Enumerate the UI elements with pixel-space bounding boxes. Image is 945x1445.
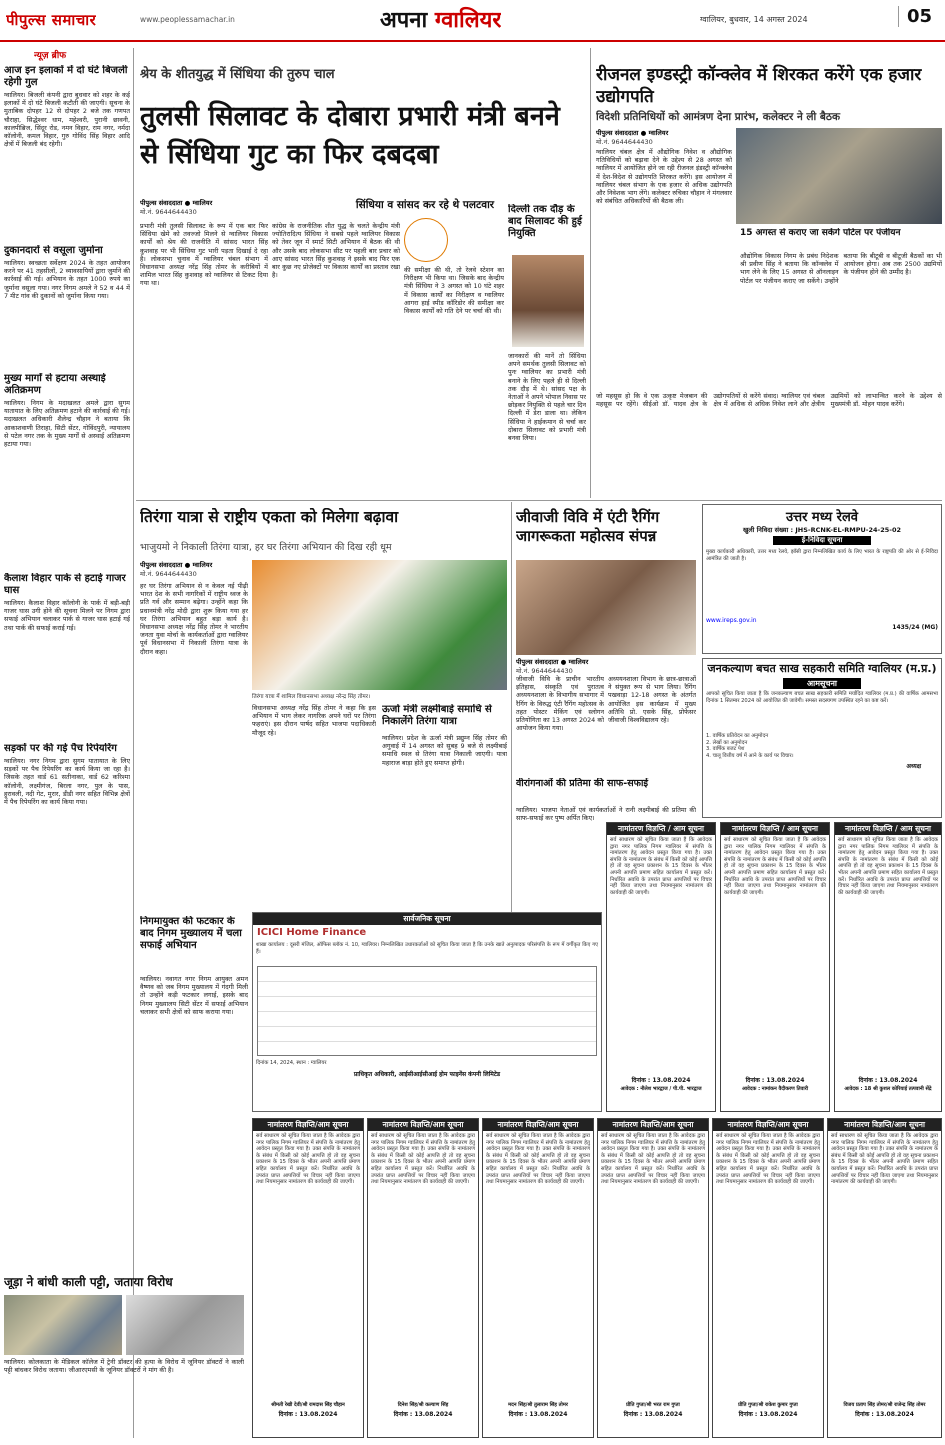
railway-title: उत्तर मध्य रेलवे	[785, 510, 859, 525]
urja-body: ग्वालियर। प्रदेश के ऊर्जा मंत्री प्रद्युम्न सिंह तोमर की अगुवाई में 14 अगस्त को सुबह 9 बजे से लक्ष्मीबाई समाधि स्थल से तिरंगा यात्रा निकाली जाएगी। यात्रा महाराज बाड़ा होते हुए समाप्त होगी।	[382, 734, 507, 767]
jiwaji-body: जीवाजी विवि के प्राचीन भारतीय इतिहास, संस्कृति एवं पुरातत्व अध्ययनशाला के विभागीय सभागार में रैगिंग के विरुद्ध एंटी रैगिंग महोत्सव के तहत पोस्टर मेकिंग एवं स्लोगन प्रतियोगिता का 13 अगस्त 2024 को आयोजन किया गया।	[516, 675, 604, 733]
notice-body: सर्व साधारण को सूचित किया जाता है कि आवेदक द्वारा नगर पालिक निगम ग्वालियर में संपत्ति के नामांतरण हेतु आवेदन प्रस्तुत किया गया है। उक्त संपत्ति के नामांतरण के संबंध में किसी को कोई आपत्ति हो तो वह सूचना प्रकाशन के 15 दिवस के भीतर अपनी आपत्ति प्रमाण सहित कार्यालय में प्रस्तुत करें। निर्धारित अवधि के उपरांत प्राप्त आपत्तियों पर विचार नहीं किया जाएगा तथा नियमानुसार नामांतरण की कार्यवाही की जाएगी।	[371, 1133, 475, 1186]
notice-sign: आवेदक : नामांकन वैदीकरण तिवारी	[741, 1086, 809, 1092]
regional-body: ग्वालियर चंबल क्षेत्र में औद्योगिक निवेश व औद्योगिक गतिविधियों को बढ़ावा देने के उद्देश्य से 28 अगस्त को ग्वालियर में आयोजित होने जा रही रीजनल इंडस्ट्री कॉन्क्लेव में देश-विदेश से उद्योगपति शिरकत करेंगे। इस आयोजन में ग्वालियर चंबल संभाग के एक हजार से अधिक उद्योगपति और निवेशक भाग लेंगे। कलेक्टर रुचिका चौहान ने मंगलवार को संबंधित अधिकारियों की बैठक ली।	[596, 148, 732, 206]
notice-sign: प्रीति गुप्ता/श्री राकेश कुमार गुप्ता	[738, 1402, 798, 1408]
jiwaji-byline	[516, 657, 696, 675]
tiranga-caption: तिरंगा यात्रा में शामिल विधानसभा अध्यक्ष नरेन्द्र सिंह तोमर।	[252, 694, 371, 700]
notice-sign: प्रीति गुप्ता/श्री भरत राम गुप्ता	[626, 1402, 680, 1408]
section-title	[380, 4, 501, 34]
mutation-notice	[606, 822, 716, 1112]
regional-byline	[596, 128, 726, 146]
meeting-photo	[736, 128, 942, 224]
notice-sign: मदन सिंह/श्री तुलाराम सिंह तोमर	[508, 1402, 568, 1408]
notice-body: सर्व साधारण को सूचित किया जाता है कि आवेदक द्वारा नगर पालिक निगम ग्वालियर में संपत्ति के नामांतरण हेतु आवेदन प्रस्तुत किया गया है। उक्त संपत्ति के नामांतरण के संबंध में किसी को कोई आपत्ति हो तो वह सूचना प्रकाशन के 15 दिवस के भीतर अपनी आपत्ति प्रमाण सहित कार्यालय में प्रस्तुत करें। निर्धारित अवधि के उपरांत प्राप्त आपत्तियों पर विचार नहीं किया जाएगा तथा नियमानुसार नामांतरण की कार्यवाही की जाएगी।	[601, 1133, 705, 1186]
news-brief-column	[4, 48, 130, 1438]
brief-headline: सड़कों पर की गई पैच रिपेयरिंग	[4, 743, 117, 754]
notice-title: नामांतरण विज्ञप्ति / आम सूचना	[835, 823, 941, 835]
jiwaji-headline: जीवाजी विवि में एंटी रैगिंग जागरूकता महोत्सव संपन्न	[516, 508, 660, 545]
icici-company: ICICI Home Finance	[257, 927, 367, 938]
lead-body: प्रभारी मंत्री तुलसी सिलावट के रूप में एक बार फिर सिंधिया खेमे को तवज्जो मिलने से ग्वालियर विकास कार्यों को श्रेय की राजनीति में सांसद भारत सिंह कुशवाह पर भी सिंधिया गुट भारी पड़ता दिखाई दे रहा है। लोकसभा चुनाव में ग्वालियर चंबल संभाग में विधानसभा अध्यक्ष नरेंद्र सिंह तोमर के करीबियों में शामिल भारत सिंह कुशवाह को ग्वालियर से टिकट दिया गया था।	[140, 222, 268, 288]
sahkari-notice	[702, 658, 942, 818]
mobile: मो.नं. 9644644430	[596, 138, 653, 146]
notice-date: दिनांक : 13.08.2024	[508, 1411, 568, 1418]
tiranga-photo	[252, 560, 507, 690]
notice-title: नामांतरण विज्ञप्ति/आम सूचना	[483, 1119, 593, 1131]
icici-banner: सार्वजनिक सूचना	[253, 913, 601, 925]
protest-photo-2	[126, 1295, 244, 1355]
railway-ad	[702, 504, 942, 654]
agenda-item: 1. वार्षिक प्रतिवेदन का अनुमोदन	[706, 733, 769, 739]
notice-body: सर्व साधारण को सूचित किया जाता है कि आवेदक द्वारा नगर पालिक निगम ग्वालियर में संपत्ति के नामांतरण हेतु आवेदन प्रस्तुत किया गया है। उक्त संपत्ति के नामांतरण के संबंध में किसी को कोई आपत्ति हो तो वह सूचना प्रकाशन के 15 दिवस के भीतर अपनी आपत्ति प्रमाण सहित कार्यालय में प्रस्तुत करें। निर्धारित अवधि के उपरांत प्राप्त आपत्तियों पर विचार नहीं किया जाएगा तथा नियमानुसार नामांतरण की कार्यवाही की जाएगी।	[486, 1133, 590, 1186]
notice-body: सर्व साधारण को सूचित किया जाता है कि आवेदक द्वारा नगर पालिक निगम ग्वालियर में संपत्ति के नामांतरण हेतु आवेदन प्रस्तुत किया गया है। उक्त संपत्ति के नामांतरण के संबंध में किसी को कोई आपत्ति हो तो वह सूचना प्रकाशन के 15 दिवस के भीतर अपनी आपत्ति प्रमाण सहित कार्यालय में प्रस्तुत करें। निर्धारित अवधि के उपरांत प्राप्त आपत्तियों पर विचार नहीं किया जाएगा तथा नियमानुसार नामांतरण की कार्यवाही की जाएगी।	[716, 1133, 820, 1186]
lead-headline: तुलसी सिलावट के दोबारा प्रभारी मंत्री बनने से सिंधिया गुट का फिर दबदबा	[140, 101, 560, 170]
judaa-headline: जूड़ा ने बांधी काली पट्टी, जताया विरोध	[4, 1275, 173, 1289]
brief-body: ग्वालियर। बिजली कंपनी द्वारा बुधवार को शहर के कई इलाकों में दो घंटे बिजली कटौती की जाएगी। सूचना के मुताबिक दोपहर 12 से दोपहर 2 बजे तक गणपत चौराहा, सिद्धेश्वर धाम, महेश्वरी, पुरानी छावनी, कालपीब्रिज, सिंदूर रोड, नमन विहार, राम नगर, नर्मदा कॉलोनी, कमल विहार, गुरु गोविंद सिंह विहार आदि क्षेत्रों में बिजली बंद रहेगी।	[4, 91, 130, 149]
notice-date: दिनांक : 13.08.2024	[393, 1411, 453, 1418]
virangana-headline: वीरांगनाओं की प्रतिमा की साफ-सफाई	[516, 778, 649, 789]
icici-sign: प्राधिकृत अधिकारी, आईसीआईसीआई होम फाइनेंस कंपनी लिमिटेड	[353, 1070, 501, 1078]
notice-title: नामांतरण विज्ञप्ति/आम सूचना	[713, 1119, 823, 1131]
tiranga-headline: तिरंगा यात्रा से राष्ट्रीय एकता को मिलेगा बढ़ावा	[140, 508, 399, 526]
jiwaji-body-2: अध्ययनशाला विभाग के छात्र-छात्राओं ने संयुक्त रूप से भाग लिया। रैगिंग पखवाड़ा 12-18 अगस्त के अंतर्गत आयोजित इस कार्यक्रम में मुख्य अतिथि प्रो. एसके सिंह, प्रोफेसर जीवाजी विश्वविद्यालय रहे।	[608, 675, 696, 725]
notice-title: नामांतरण विज्ञप्ति/आम सूचना	[828, 1119, 941, 1131]
tiranga-byline	[140, 560, 250, 578]
notice-date: दिनांक : 13.08.2024	[738, 1411, 798, 1418]
section-city: ग्वालियर	[434, 8, 502, 33]
urja-headline: ऊर्जा मंत्री लक्ष्मीबाई समाधि से निकालेंगे तिरंगा यात्रा	[382, 704, 492, 727]
brief-body: ग्वालियर। स्वच्छता सर्वेक्षण 2024 के तहत आयोजन करने पर 41 तहसीलों, 2 व्यावसायियों द्वारा जुर्माने की कार्रवाई की गई। अभियान के तहत 1000 रुपये का जुर्माना वसूला गया। नगर निगम अमले ने 52 व 44 में 7 मीट गांव की दुकानों को जुर्माना किया गया।	[4, 259, 130, 300]
newspaper-logo: पीपुल्स समाचार	[6, 11, 97, 29]
mutation-notice	[252, 1118, 364, 1438]
icici-logo	[253, 925, 601, 940]
mutation-notice	[482, 1118, 594, 1438]
icici-body: शाखा कार्यालय : दूसरी मंजिल, ऑफिस ब्लॉक नं. 10, ग्वालियर। निम्नलिखित उधारकर्ताओं को सूचित किया जाता है कि उनके खाते अनुत्पादक परिसंपत्ति के रूप में वर्गीकृत किए गए हैं।	[256, 942, 598, 955]
byline: पीपुल्स संवाददाता ● ग्वालियर	[516, 658, 589, 666]
lead-kicker: श्रेय के शीतयुद्ध में सिंधिया की तुरुप चाल	[140, 67, 335, 82]
sidebar-body: जानकारों की मानें तो सिंधिया अपने समर्थक तुलसी सिलावट को पुनः ग्वालियर का प्रभारी मंत्री बनाने के लिए पहले ही से दिल्ली तक दौड़ में थे। सांसद पक्ष के नेताओं ने अपने भोपाल निवास पर छोड़कर नियुक्ति से पहले चार दिन दिल्ली में डेरा डाला था। लेकिन सिंधिया ने हाईकमान से चर्चा कर दोबारा सिलावट को प्रभारी मंत्री बनवा लिया।	[508, 352, 586, 443]
sidebar-headline: दिल्ली तक दौड़ के बाद सिलावट की हुई नियुक्ति	[508, 204, 582, 239]
minister-photo	[512, 255, 584, 347]
mutation-notice	[834, 822, 942, 1112]
sahkari-body: आपको सूचित किया जाता है कि जनकल्याण बचत साख सहकारी समिति मर्यादित ग्वालियर (म.प्र.) की वार्षिक आमसभा दिनांक 1 सितम्बर 2024 को आयोजित की जावेगी। समस्त सदस्यगण उपस्थित रहने का कष्ट करें।	[706, 691, 938, 704]
tiranga-body: हर घर तिरंगा अभियान से न केवल नई पीढ़ी भारत देश के सभी नागरिकों में राष्ट्रीय ध्वज के प्रति गर्व और सम्मान बढ़ेगा। उन्होंने कहा कि प्रधानमंत्री नरेंद्र मोदी द्वारा शुरू किया गया हर घर तिरंगा अभियान बहुत बड़ा कार्य है। विधानसभा अध्यक्ष नरेंद्र सिंह तोमर ने भारतीय जनता युवा मोर्चा के कार्यकर्ताओं द्वारा ग्वालियर पूर्व विधानसभा में निकाली तिरंगा यात्रा के दौरान कहा।	[140, 582, 248, 656]
notice-sign: विजय प्रताप सिंह तोमर/श्री राजेन्द्र सिंह तोमर	[843, 1402, 926, 1408]
lead-body: की समीक्षा की थी, तो रेलवे स्टेशन का निरीक्षण भी किया था। जिसके बाद केन्द्रीय मंत्री सिंधिया ने 3 अगस्त को 10 घंटे शहर में विकास कार्यों का निरीक्षण व ग्वालियर आगरा हाई स्पीड कॉरिडोर की समीक्षा कर विकास कार्यों को गति देने पर चर्चा की थी।	[404, 266, 504, 316]
e-tender-label: ई-निविदा सूचना	[773, 536, 871, 545]
sahkari-sign: अध्यक्ष	[906, 763, 921, 771]
railway-website[interactable]: www.ireps.gov.in	[706, 617, 757, 624]
brief-headline: दुकानदारों से वसूला जुर्माना	[4, 245, 103, 256]
agenda-item: 2. लेखों का अनुमोदन	[706, 739, 748, 746]
news-brief-label: न्यूज़ ब्रीफ	[34, 51, 67, 61]
notice-body: सर्व साधारण को सूचित किया जाता है कि आवेदक द्वारा नगर पालिक निगम ग्वालियर में संपत्ति के नामांतरण हेतु आवेदन प्रस्तुत किया गया है। उक्त संपत्ति के नामांतरण के संबंध में किसी को कोई आपत्ति हो तो वह सूचना प्रकाशन के 15 दिवस के भीतर अपनी आपत्ति प्रमाण सहित कार्यालय में प्रस्तुत करें। निर्धारित अवधि के उपरांत प्राप्त आपत्तियों पर विचार नहीं किया जाएगा तथा नियमानुसार नामांतरण की कार्यवाही की जाएगी।	[610, 837, 712, 896]
lotus-logo	[404, 218, 448, 262]
page-number: 05	[898, 6, 932, 27]
protest-photo	[4, 1295, 122, 1355]
regional-sub-body: औद्योगिक विकास निगम के प्रबंध निदेशक श्री प्रवीण सिंह ने बताया कि कॉन्क्लेव में भाग लेने के लिए 15 अगस्त से ऑनलाइन पोर्टल पर पंजीयन कराए जा सकेंगे। उन्होंने बताया कि बीटूबी व बीटूजी बैठकों का भी आयोजन होगा। अब तक 2500 उद्यमियों के पंजीयन होने की उम्मीद है।	[740, 252, 942, 285]
mutation-notice	[597, 1118, 709, 1438]
nigam-body: ग्वालियर। नवागत नगर निगम आयुक्त अमन वैष्णव को जब निगम मुख्यालय में गंदगी मिली तो उन्होंने कड़ी फटकार लगाई, इसके बाद निगम मुख्यालय सिटी सेंटर में सफाई अभियान चलाकर सभी क्षेत्रों को साफ कराया गया।	[140, 975, 248, 1016]
brief-body: ग्वालियर। निगम के मदाखलत अमले द्वारा सुगम यातायात के लिए अतिक्रमण हटाने की कार्रवाई की गई। मदाखलत अधिकारी शैलेन्द्र चौहान ने बताया कि आकाशवाणी तिराहा, सिटी सेंटर, गोविंदपुरी, न्यायालय से पटेल नगर तक के मुख्य मार्गों से अस्थाई अतिक्रमण हटाया गया।	[4, 399, 130, 449]
regional-headline: रीजनल इण्डस्ट्री कॉन्क्लेव में शिरकत करेंगे एक हजार उद्योगपति	[596, 65, 922, 107]
railway-body: मुख्य कार्यकारी अधिकारी, उत्तर मध्य रेलवे, झाँसी द्वारा निम्नलिखित कार्य के लिए भारत के राष्ट्रपति की ओर से ई-निविदा आमंत्रित की जाती है।	[706, 549, 938, 562]
notice-body: सर्व साधारण को सूचित किया जाता है कि आवेदक द्वारा नगर पालिक निगम ग्वालियर में संपत्ति के नामांतरण हेतु आवेदन प्रस्तुत किया गया है। उक्त संपत्ति के नामांतरण के संबंध में किसी को कोई आपत्ति हो तो वह सूचना प्रकाशन के 15 दिवस के भीतर अपनी आपत्ति प्रमाण सहित कार्यालय में प्रस्तुत करें। निर्धारित अवधि के उपरांत प्राप्त आपत्तियों पर विचार नहीं किया जाएगा तथा नियमानुसार नामांतरण की कार्यवाही की जाएगी।	[831, 1133, 938, 1186]
judaa-caption: ग्वालियर। कोलकाता के मेडिकल कॉलेज में ट्रेनी डॉक्टर की हत्या के विरोध में जूनियर डॉक्टरों ने काली पट्टी बांधकर विरोध जताया। जीआरएमसी के जूनियर डॉक्टरों ने मांग की है।	[4, 1358, 244, 1375]
icici-date: दिनांक 14, 2024, स्थान : ग्वालियर	[256, 1060, 327, 1066]
mutation-notice	[720, 822, 830, 1112]
notice-body: सर्व साधारण को सूचित किया जाता है कि आवेदक द्वारा नगर पालिक निगम ग्वालियर में संपत्ति के नामांतरण हेतु आवेदन प्रस्तुत किया गया है। उक्त संपत्ति के नामांतरण के संबंध में किसी को कोई आपत्ति हो तो वह सूचना प्रकाशन के 15 दिवस के भीतर अपनी आपत्ति प्रमाण सहित कार्यालय में प्रस्तुत करें। निर्धारित अवधि के उपरांत प्राप्त आपत्तियों पर विचार नहीं किया जाएगा तथा नियमानुसार नामांतरण की कार्यवाही की जाएगी।	[724, 837, 826, 896]
website: www.peoplessamachar.in	[140, 15, 235, 24]
regional-deck: विदेशी प्रतिनिधियों को आमंत्रण देना प्रारंभ, कलेक्टर ने ली बैठक	[596, 111, 841, 123]
agenda-item: 3. वार्षिक बजट पेश	[706, 746, 745, 753]
mutation-notice	[367, 1118, 479, 1438]
dateline: ग्वालियर, बुधवार, 14 अगस्त 2024	[700, 15, 808, 24]
notice-date: दिनांक : 13.08.2024	[855, 1411, 914, 1418]
notice-title: नामांतरण विज्ञप्ति/आम सूचना	[368, 1119, 478, 1131]
notice-date: दिनांक : 13.08.2024	[278, 1411, 338, 1418]
notice-sign: श्रीमती रेखी देवी/श्री रामदास सिंह चौहान	[271, 1402, 345, 1408]
brief-headline: मुख्य मार्गों से हटाया अस्थाई अतिक्रमण	[4, 373, 106, 396]
notice-title: नामांतरण विज्ञप्ति / आम सूचना	[607, 823, 715, 835]
notice-body: सर्व साधारण को सूचित किया जाता है कि आवेदक द्वारा नगर पालिक निगम ग्वालियर में संपत्ति के नामांतरण हेतु आवेदन प्रस्तुत किया गया है। उक्त संपत्ति के नामांतरण के संबंध में किसी को कोई आपत्ति हो तो वह सूचना प्रकाशन के 15 दिवस के भीतर अपनी आपत्ति प्रमाण सहित कार्यालय में प्रस्तुत करें। निर्धारित अवधि के उपरांत प्राप्त आपत्तियों पर विचार नहीं किया जाएगा तथा नियमानुसार नामांतरण की कार्यवाही की जाएगी।	[256, 1133, 360, 1186]
sahkari-title: जनकल्याण बचत साख सहकारी समिति ग्वालियर (म.प्र.)	[707, 662, 937, 675]
regional-subhead: 15 अगस्त से कराए जा सकेंगे पोर्टल पर पंजीयन	[740, 228, 901, 238]
jiwaji-photo	[516, 560, 696, 655]
notice-sign: दिनेश सिंह/श्री कल्याण सिंह	[397, 1402, 449, 1408]
notice-date: दिनांक : 13.08.2024	[745, 1077, 805, 1084]
icici-table	[257, 966, 597, 1056]
notice-title: नामांतरण विज्ञप्ति / आम सूचना	[721, 823, 829, 835]
agenda-item: 4. चालू वित्तीय वर्ष में आने के कार्य पर विचार।	[706, 752, 794, 759]
notice-sign: आवेदक : 18 श्री कुशल कोरियाई तत्पवानी सेंद्रे	[844, 1086, 932, 1092]
brief-headline: कैलाश विहार पार्क से हटाई गाजर घास	[4, 573, 126, 596]
byline: पीपुल्स संवाददाता ● ग्वालियर	[596, 129, 669, 137]
notice-title: नामांतरण विज्ञप्ति/आम सूचना	[598, 1119, 708, 1131]
notice-sign: आवेदक : नीलेश भारद्वाज / पी.पी. भारद्वाज	[620, 1086, 702, 1092]
tender-number: खुली निविदा संख्या : JHS-RCNK-EL-RMPU-24-25-02	[742, 526, 902, 534]
mobile: मो.नं. 9644644430	[516, 667, 573, 675]
mobile: मो.नं. 9644644430	[140, 208, 197, 216]
mobile: मो.नं. 9644644430	[140, 570, 197, 578]
notice-date: दिनांक : 13.08.2024	[858, 1077, 918, 1084]
byline: पीपुल्स संवाददाता ● ग्वालियर	[140, 561, 213, 569]
mutation-notice	[827, 1118, 942, 1438]
tiranga-deck: भाजुयमो ने निकाली तिरंगा यात्रा, हर घर तिरंगा अभियान की दिख रही धूम	[140, 542, 392, 553]
section-prefix: अपना	[380, 8, 428, 33]
notice-date: दिनांक : 13.08.2024	[631, 1077, 691, 1084]
nigam-headline: निगमायुक्त की फटकार के बाद निगम मुख्यालय में चला सफाई अभियान	[140, 916, 242, 951]
notice-title: नामांतरण विज्ञप्ति/आम सूचना	[253, 1119, 363, 1131]
byline: पीपुल्स संवाददाता ● ग्वालियर	[140, 199, 213, 207]
mutation-notice	[712, 1118, 824, 1438]
brief-headline: आज इन इलाकों में दो घंटे बिजली रहेगी गुल	[4, 65, 128, 88]
notice-date: दिनांक : 13.08.2024	[623, 1411, 683, 1418]
icici-notice	[252, 912, 602, 1112]
notice-body: सर्व साधारण को सूचित किया जाता है कि आवेदक द्वारा नगर पालिक निगम ग्वालियर में संपत्ति के नामांतरण हेतु आवेदन प्रस्तुत किया गया है। उक्त संपत्ति के नामांतरण के संबंध में किसी को कोई आपत्ति हो तो वह सूचना प्रकाशन के 15 दिवस के भीतर अपनी आपत्ति प्रमाण सहित कार्यालय में प्रस्तुत करें। निर्धारित अवधि के उपरांत प्राप्त आपत्तियों पर विचार नहीं किया जाएगा तथा नियमानुसार नामांतरण की कार्यवाही की जाएगी।	[838, 837, 938, 896]
sahkari-items	[703, 731, 941, 761]
lead-byline	[140, 198, 270, 216]
masthead	[0, 0, 945, 42]
regional-body-2: जो महसूस हो कि वे एक उत्कृष्ट मेजबान की महसूस पर रहेंगे। सीईओ डॉ. यादव क्षेत्र के उद्योगपतियों से करेंगे संवाद। ग्वालियर एवं चंबल क्षेत्र में अधिक से अधिक निवेश लाने और क्षेत्रीय उद्यमियों को लाभान्वित करने के उद्देश्य से मुख्यमंत्री डॉ. मोहन यादव करेंगे।	[596, 392, 942, 409]
lead-body: कांग्रेस के राजनीतिक शीत युद्ध के चलते केन्द्रीय मंत्री ज्योतिरादित्य सिंधिया ने सबसे पहले ग्वालियर विकास को तेवर जून में स्मार्ट सिटी अभियान में बैठक की थी और उसके बाद लोकसभा सीट पर पहली बार प्रचार को आए सांसद भारत सिंह कुशवाह ने इसके बाद फिर एक बार कुछ नए प्रोजेक्टों पर विकास कार्यों का प्रस्ताव रखा है।	[272, 222, 400, 280]
railway-code: 1435/24 (MG)	[892, 624, 938, 631]
virangana-body: ग्वालियर। भाजपा नेताओं एवं कार्यकर्ताओं ने रानी लक्ष्मीबाई की प्रतिमा की साफ-सफाई कर पुष्प अर्पित किए।	[516, 806, 696, 823]
brief-body: ग्वालियर। कैलाश विहार कॉलोनी के पार्क में बड़ी-बड़ी गाजर घास उगी होने की सूचना मिलने पर निगम द्वारा सफाई अभियान चलाकर पार्क से गाजर घास हटाई गई तथा पार्क की सफाई कराई गई।	[4, 599, 130, 632]
sahkari-notice-label: आमसूचना	[783, 678, 861, 689]
brief-body: ग्वालियर। नगर निगम द्वारा सुगम यातायात के लिए सड़कों पर पैच रिपेयरिंग का कार्य किया जा रहा है। जिसके तहत वार्ड 61 सतीनाका, वार्ड 62 करिश्मा कॉलोनी, लक्ष्मीगंज, बिरला नगर, पुल के पास, हुरावली, नदी गेट, मुरार, डीडी नगर सहित विभिन्न क्षेत्रों में पैच रिपेयरिंग का कार्य किया गया।	[4, 757, 130, 807]
tiranga-body-2: विधानसभा अध्यक्ष नरेंद्र सिंह तोमर ने कहा कि इस अभियान में भाग लेकर नागरिक अपने घरों पर तिरंगा फहराएं। इस दौरान पार्षद सहित भाजपा पदाधिकारी मौजूद रहे।	[252, 704, 376, 737]
lead-subhead: सिंधिया व सांसद कर रहे थे पलटवार	[355, 199, 495, 211]
